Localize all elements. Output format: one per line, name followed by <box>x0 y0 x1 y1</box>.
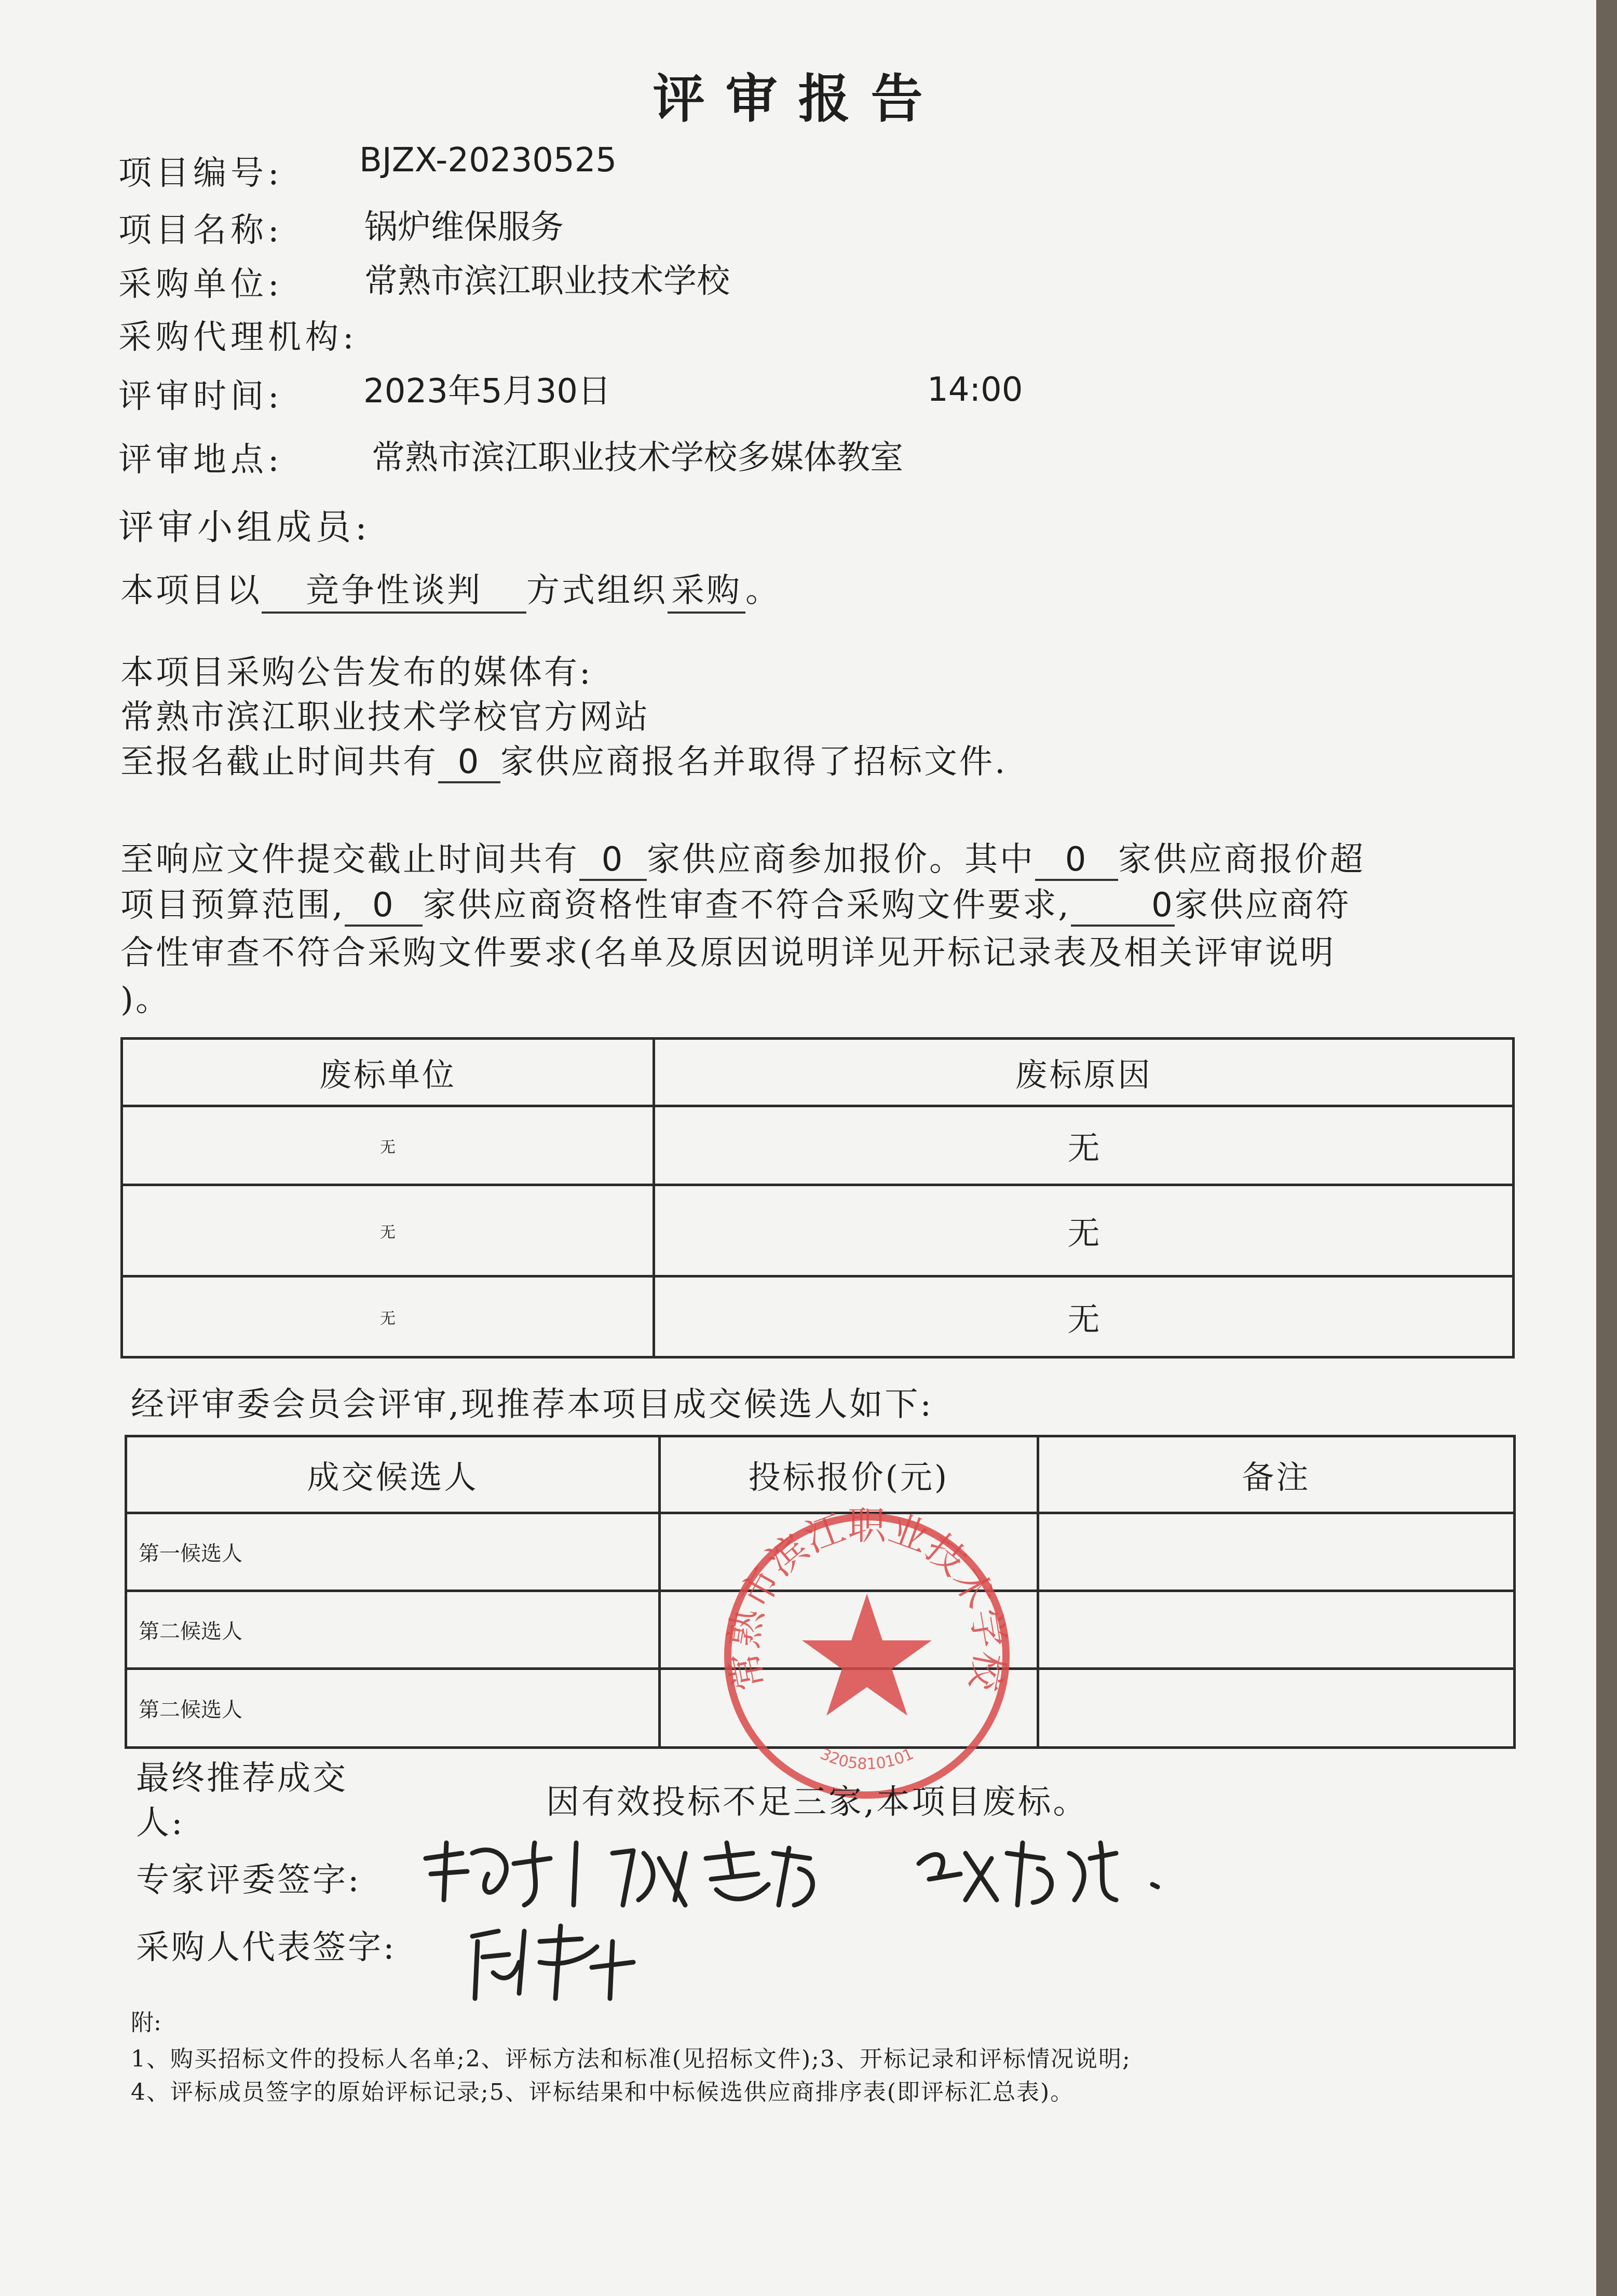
table-row <box>122 1106 1514 1185</box>
invalid-unit-cell: 无 <box>122 1185 654 1276</box>
agency-label: 采购代理机构: <box>118 318 358 357</box>
panel-label: 评审小组成员: <box>118 507 371 548</box>
method-value: 竞争性谈判 <box>262 564 526 614</box>
expert-signature-label: 专家评委签字: <box>136 1861 361 1899</box>
svg-text:3205810101 <box>818 1745 917 1773</box>
note-header: 备注 <box>1038 1436 1514 1513</box>
compliance-fail-count: 0 <box>1071 886 1175 927</box>
candidate-note-cell <box>1038 1591 1514 1669</box>
appendix-line-2: 4、评标成员签字的原始评标记录;5、评标结果和中标候选供应商排序表(即评标汇总表)。 <box>131 2079 1075 2105</box>
review-place-label: 评审地点: <box>118 441 283 479</box>
registration-count: 0 <box>438 743 500 783</box>
buyer-signature-label: 采购人代表签字: <box>136 1928 397 1967</box>
response-text-c: 家供应商报价超 <box>1118 840 1365 879</box>
method-kind: 采购 <box>668 564 745 614</box>
project-name: 锅炉维保服务 <box>364 208 564 247</box>
candidate-header: 成交候选人 <box>126 1436 660 1513</box>
final-label-line1: 最终推荐成交 <box>136 1759 348 1798</box>
appendix-label: 附: <box>131 2009 161 2036</box>
method-prefix: 本项目以 <box>120 572 262 610</box>
response-text-b: 家供应商参加报价。其中 <box>647 840 1035 879</box>
candidate-note-cell <box>1038 1513 1514 1591</box>
response-text-a: 至响应文件提交截止时间共有 <box>120 840 579 879</box>
response-text-e: 家供应商资格性审查不符合采购文件要求, <box>423 886 1071 925</box>
official-seal <box>711 1500 1023 1812</box>
appendix-line-1: 1、购买招标文件的投标人名单;2、评标方法和标准(见招标文件);3、开标记录和评标情况说明; <box>131 2046 1131 2072</box>
project-no: BJZX-20230525 <box>359 141 617 180</box>
table-row <box>122 1185 1514 1276</box>
candidate-rank-cell: 第二候选人 <box>126 1591 660 1669</box>
invalid-reason-cell: 无 <box>654 1276 1514 1357</box>
registration-suffix: 家供应商报名并取得了招标文件. <box>500 743 1008 781</box>
response-line-4: )。 <box>120 981 171 1019</box>
invalid-reason-header: 废标原因 <box>654 1039 1514 1106</box>
invalid-reason-cell: 无 <box>654 1185 1514 1276</box>
recommend-intro: 经评审委会员会评审,现推荐本项目成交候选人如下: <box>131 1385 933 1424</box>
candidate-note-cell <box>1038 1669 1514 1748</box>
qualification-fail-count: 0 <box>345 886 423 927</box>
response-text-f: 家供应商符 <box>1174 886 1351 925</box>
media-intro: 本项目采购公告发布的媒体有: <box>120 654 593 692</box>
method-suffix: 。 <box>745 572 781 610</box>
over-budget-count: 0 <box>1035 840 1118 881</box>
expert-signatures <box>415 1822 1298 1915</box>
review-date: 2023年5月30日 <box>363 372 612 411</box>
buyer-signature <box>462 1910 649 2004</box>
method-line <box>120 564 781 614</box>
invalid-reason-cell: 无 <box>654 1106 1514 1185</box>
invalid-bid-header-row <box>122 1039 1514 1106</box>
candidate-rank-cell: 第二候选人 <box>126 1669 660 1748</box>
purchaser-label: 采购单位: <box>118 265 283 304</box>
final-result: 因有效投标不足三家,本项目废标。 <box>546 1783 1089 1822</box>
method-middle: 方式组织 <box>526 572 668 610</box>
review-time: 14:00 <box>927 371 1023 409</box>
invalid-unit-cell: 无 <box>122 1276 654 1357</box>
seal-code: 3205810101 <box>817 1745 917 1774</box>
candidate-rank-cell: 第一候选人 <box>126 1513 660 1591</box>
invalid-bid-table <box>120 1037 1515 1358</box>
response-line-2 <box>120 878 1351 927</box>
purchaser: 常熟市滨江职业技术学校 <box>364 262 730 301</box>
response-text-d: 项目预算范围, <box>120 886 345 925</box>
project-no-label: 项目编号: <box>118 154 283 193</box>
registration-prefix: 至报名截止时间共有 <box>120 743 438 781</box>
report-title: 评审报告 <box>653 68 944 129</box>
media-site: 常熟市滨江职业技术学校官方网站 <box>120 698 650 737</box>
price-header: 投标报价(元) <box>660 1436 1038 1513</box>
response-line-1 <box>120 833 1365 881</box>
review-place: 常熟市滨江职业技术学校多媒体教室 <box>372 439 903 477</box>
registration-line <box>120 735 1007 783</box>
invalid-unit-cell: 无 <box>122 1106 654 1185</box>
review-time-label: 评审时间: <box>118 377 283 416</box>
final-label-line2: 人: <box>136 1804 185 1842</box>
project-name-label: 项目名称: <box>118 211 283 250</box>
response-line-3: 合性审查不符合采购文件要求(名单及原因说明详见开标记录表及相关评审说明 <box>120 934 1336 972</box>
table-row <box>122 1276 1514 1357</box>
bid-count: 0 <box>579 840 647 881</box>
seal-text: 常熟市滨江职业技术学校 <box>721 1503 1013 1694</box>
invalid-unit-header: 废标单位 <box>122 1039 654 1106</box>
